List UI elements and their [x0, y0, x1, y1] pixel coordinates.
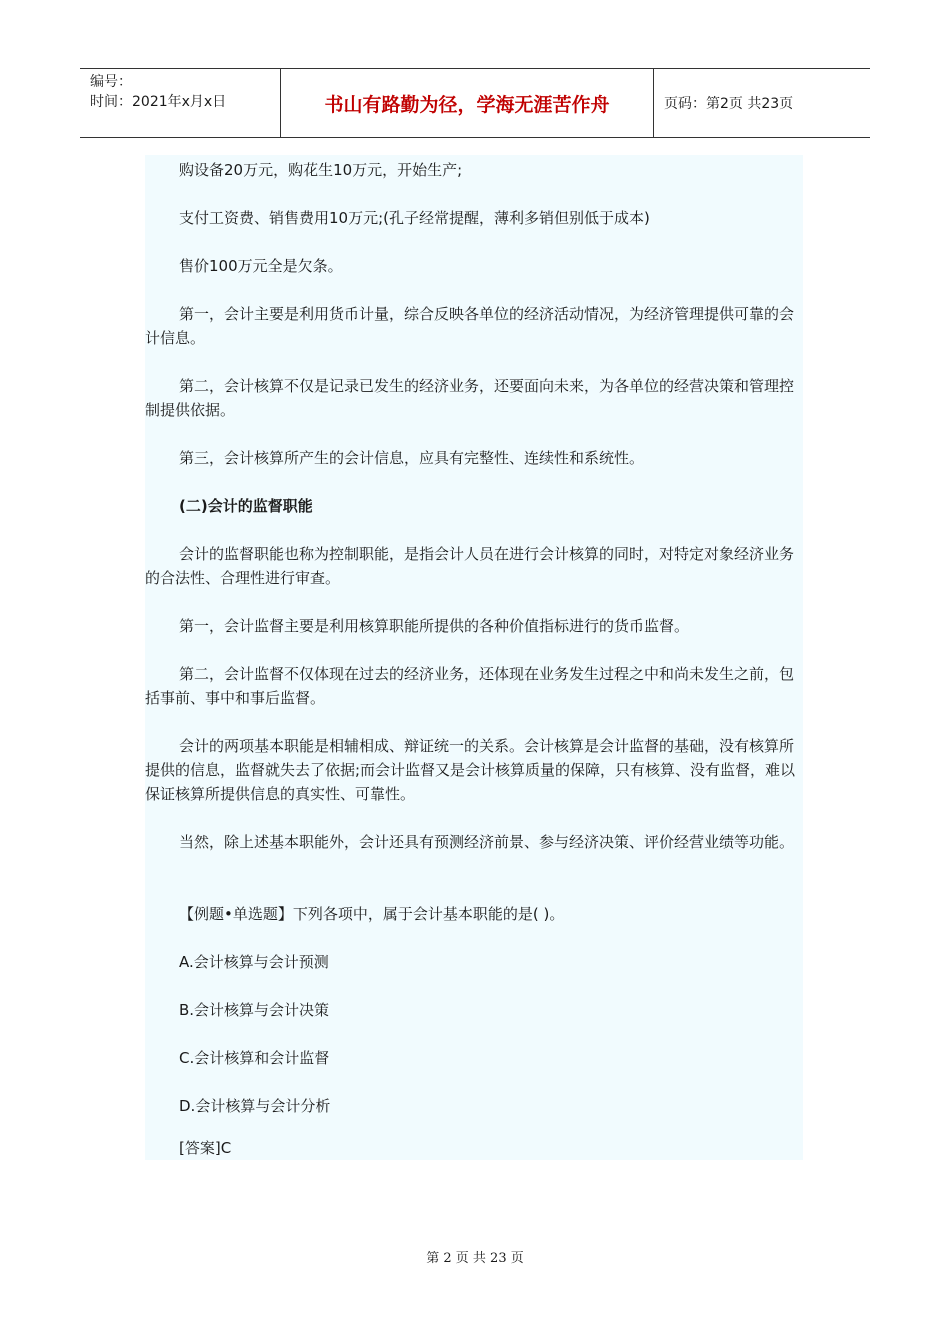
question-stem: 【例题•单选题】下列各项中，属于会计基本职能的是( )。 — [179, 905, 565, 923]
paragraph: 当然，除上述基本职能外，会计还具有预测经济前景、参与经济决策、评价经营业绩等功能。 — [179, 833, 795, 851]
paragraph: 第二，会计核算不仅是记录已发生的经济业务，还要面向未来，为各单位的经营决策和管理控制提供依据。 — [145, 377, 795, 419]
paragraph: 支付工资费、销售费用10万元;(孔子经常提醒，薄利多销但别低于成本) — [179, 209, 650, 227]
content-area — [145, 155, 803, 1160]
paragraph: 会计的监督职能也称为控制职能，是指会计人员在进行会计核算的同时，对特定对象经济业务的合法性、合理性进行审查。 — [145, 545, 795, 587]
page-footer: 第 2 页 共 23 页 — [426, 1251, 524, 1266]
paragraph: 售价100万元全是欠条。 — [179, 257, 343, 275]
option-d: D.会计核算与会计分析 — [179, 1097, 331, 1115]
paragraph: 第二，会计监督不仅体现在过去的经济业务，还体现在业务发生过程之中和尚未发生之前，包括事前、事中和事后监督。 — [145, 665, 795, 707]
paragraph: 第一，会计主要是利用货币计量，综合反映各单位的经济活动情况，为经济管理提供可靠的会计信息。 — [145, 305, 795, 347]
paragraph: 会计的两项基本职能是相辅相成、辩证统一的关系。会计核算是会计监督的基础，没有核算所提供的信息，监督就失去了依据;而会计监督又是会计核算质量的保障，只有核算、没有监督，难以保证核算所提供信息的真实性、可靠性。 — [145, 737, 796, 803]
option-b: B.会计核算与会计决策 — [179, 1001, 330, 1019]
date-label: 时间：2021年x月x日 — [90, 94, 227, 110]
paragraph: 第一，会计监督主要是利用核算职能所提供的各种价值指标进行的货币监督。 — [179, 617, 690, 635]
section-heading: (二)会计的监督职能 — [179, 497, 313, 515]
page-info: 页码：第2页 共23页 — [664, 96, 794, 112]
header-left-cell — [80, 69, 281, 137]
page-header — [80, 68, 870, 138]
option-a: A.会计核算与会计预测 — [179, 953, 329, 971]
answer: [答案]C — [179, 1139, 232, 1157]
motto: 书山有路勤为径，学海无涯苦作舟 — [281, 69, 654, 137]
number-label: 编号： — [90, 74, 132, 90]
paragraph: 第三，会计核算所产生的会计信息，应具有完整性、连续性和系统性。 — [179, 449, 645, 467]
option-c: C.会计核算和会计监督 — [179, 1049, 330, 1067]
paragraph: 购设备20万元，购花生10万元，开始生产; — [179, 161, 463, 179]
